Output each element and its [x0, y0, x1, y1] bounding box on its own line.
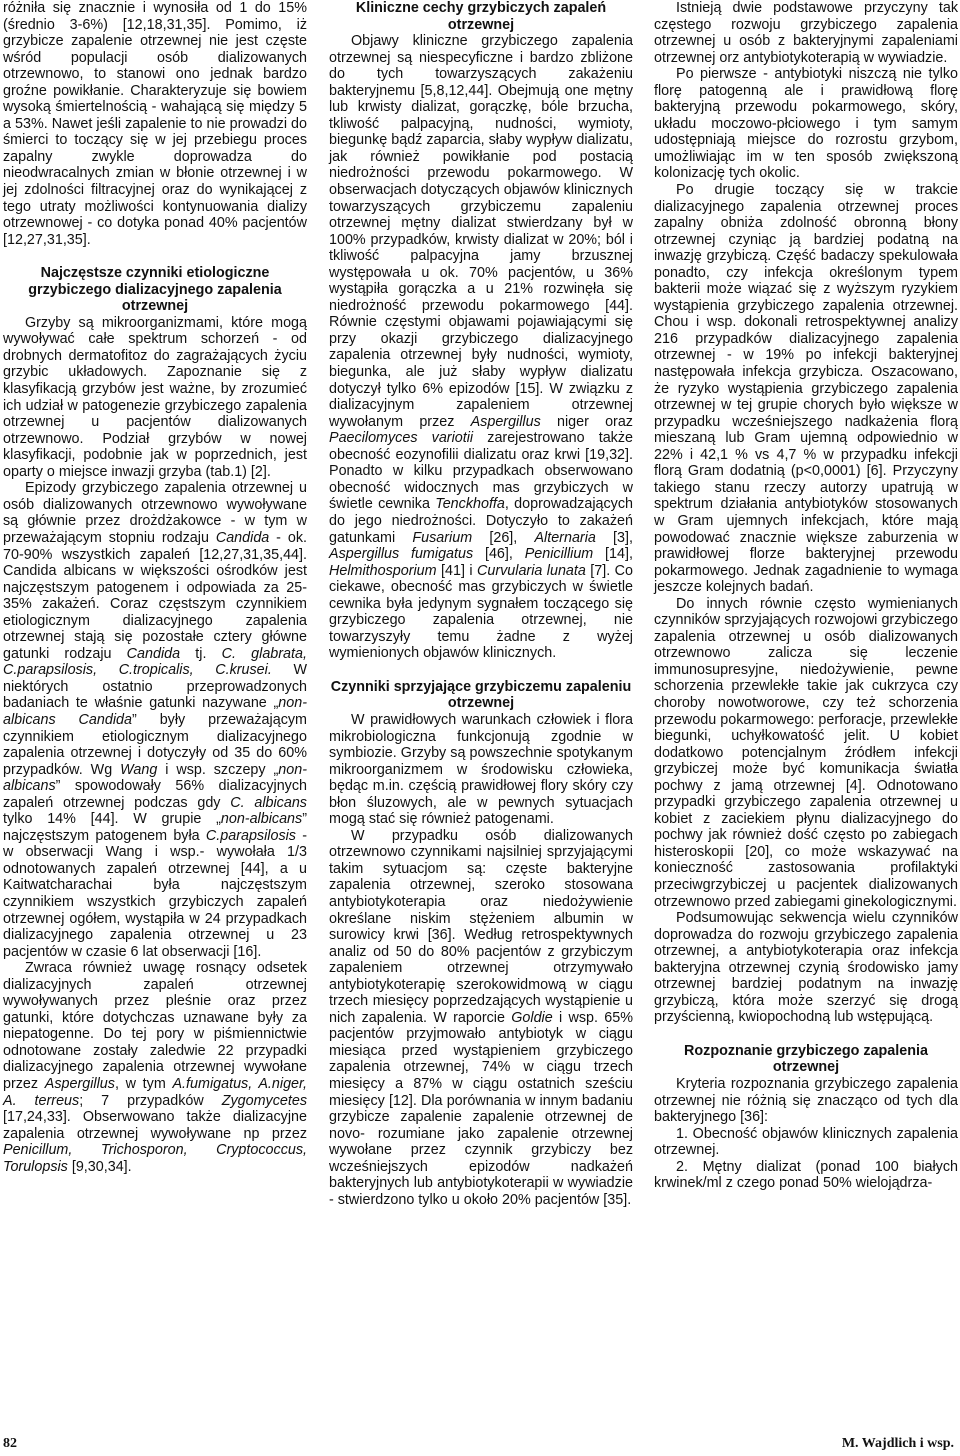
paragraph: różniła się znacznie i wynosiła od 1 do 15% (średnio 3-6%) [12,18,31,35]. Pomimo, iż grzybicze zapalenie otrzewnej nie jest częste wśród populacji osób dializowanych otrzewnowo, to stanowi ono jednak bardzo groźne powikłanie. Charakteryzuje się bowiem wysoką śmiertelnością - wahającą się między 5 a 53%. Nawet jeśli zapalenie to nie prowadzi do śmierci to toczący się w jej przebiegu proces zapalny zwykle doprowadza do nieodwracalnych zmian w błonie otrzewnej i w jej zdolności filtracyjnej oraz do wynikającej z tego utraty możliwości kontynuowania dializy otrzewnowej - co dotyka ponad 40% pacjentów [12,27,31,35]. [3, 0, 307, 248]
paragraph: Po drugie toczący się w trakcie dializacyjnego zapalenia otrzewnej proces zapalny obniża zdolność obronną błony otrzewnej czyniąc ją bardziej podatną na inwazję grzybiczą. Część badaczy spekulowała ponadto, czy infekcja określonym typem bakterii może wiązać się z wyższym ryzykiem wystąpienia grzybiczego zapalenia otrzewnej. Chou i wsp. dokonali retrospektywnej analizy 216 przypadków dializacyjnego zapalenia otrzewnej - w 19% po infekcji bakteryjnej następowała infekcja grzybicza. Oszacowano, że ryzyko wystąpienia grzybiczego zapalenia otrzewnej w tej grupie chorych było większe w przypadku wcześniejszego nadkażenia florą mieszaną lub Gram ujemną odpowiednio w 22% i 42,1 % vs 4,7 % w przypadku infekcji florą Gram dodatnią (p<0,0001) [6]. Przyczyny takiego stanu rzeczy autorzy upatrują w spektrum działania antybiotyków stosowanych w Gram ujemnych infekcjach, które mają powodować znacznie większe zaburzenia w prawidłowej florze bakteryjnej przewodu pokarmowego. Jednak zagadnienie to wymaga jeszcze kolejnych badań. [654, 182, 958, 596]
paragraph: Kryteria rozpoznania grzybiczego zapalenia otrzewnej nie różnią się znacząco od tych dla bakteryjnego [36]: [654, 1076, 958, 1126]
section-heading-etiology: Najczęstsze czynniki etiologiczne grzybiczego dializacyjnego zapalenia otrzewnej [28, 265, 282, 315]
paragraph: Podsumowując sekwencja wielu czynników doprowadza do rozwoju grzybiczego zapalenia otrzewnej, a antybiotykoterapia oraz infekcja bakteryjna otrzewnej czynią środowisko jamy otrzewnej bardziej podatnym na inwazję grzybiczą, która może szerzyć się drogą przyścienną, kwiopochodną lub wstępującą. [654, 910, 958, 1026]
section-heading-risk-factors: Czynniki sprzyjające grzybiczemu zapaleniu otrzewnej [330, 678, 632, 712]
paragraph: W prawidłowych warunkach człowiek i flora mikrobiologiczna funkcjonują zgodnie w symbiozie. Grzyby są powszechnie spotykanym mikroorganizmem w środowisku człowieka, będąc m.in. częścią prawidłowej flory skóry czy błon śluzowych, ale w pewnych sytuacjach mogą stać się również patogenami. [329, 711, 633, 828]
paragraph-antibiotics: W przypadku osób dializowanych otrzewnowo czynnikami najsilniej sprzyjającymi takim sytuacjom są: częste bakteryjne zapalenia otrzewnej, szeroko stosowana antybiotykoterapia oraz niedożywienie określane niskim stężeniem albumin w surowicy krwi [36]. Według retrospektywnych analiz od 50 do 80% pacjentów z grzybiczym zapaleniem otrzewnej otrzymywało antybiotykoterapię szerokowidmową w ciągu trzech miesięcy poprzedzających wystąpienie u nich zapalenia. W raporcie Goldie i wsp. 65% pacjentów przyjmowało antybiotyk w ciągu miesiąca przed wystąpieniem grzybiczego zapalenia otrzewnej, 74% w ciągu trzech miesięcy a 87% w ciągu ostatnich sześciu miesięcy [12]. Dla porównania w innym badaniu grzybicze zapalenie zapalenie otrzewnej de novo- rozumiane jako zapalenie otrzewnej wywołane przez czynnik grzybiczy bez wcześniejszych epizodów nadkażeń bakteryjnych lub antybiotykoterapii w wywiadzie - stwierdzono tylko u około 20% pacjentów [35]. [329, 827, 633, 1208]
column-right [654, 0, 958, 1192]
column-middle [329, 0, 633, 1208]
running-footer-author: M. Wajdlich i wsp. [841, 1436, 954, 1451]
paragraph-clinical: Objawy kliniczne grzybiczego zapalenia otrzewnej są niespecyficzne i bardzo zbliżone do tych towarzyszących zakażeniu bakteryjnemu [5,8,12,44]. Obejmują one mętny lub krwisty dializat, gorączkę, bóle brzucha, tkliwość palpacyjną, nudności, wymioty, biegunkę bądź zaparcia, słaby wypływ dializatu, jak również powikłanie pod postacią niedrożności przewodu pokarmowego. W obserwacjach dotyczących objawów klinicznych towarzyszących grzybiczemu zapaleniu otrzewnej mętny dializat stwierdzany był w 100% przypadków, krwisty dializat w 20%; ból i tkliwość palpacyjna jamy brzusznej występowała u ok. 70% pacjentów, u 36% wystąpiła gorączka a u 21% rozwinęła się niedrożność przewodu pokarmowego [44]. Równie częstymi objawami pojawiającymi się przy okazji grzybiczego dializacyjnego zapalenia otrzewnej były nudności, wymioty, biegunka, ale już słaby wypływ dializatu dotyczył tylko 6% epizodów [15]. W związku z dializacyjnym zapaleniem otrzewnej wywołanym przez Aspergillus niger oraz Paecilomyces variotii zarejestrowano także obecność eozynofilii dializatu oraz krwi [19,32]. Ponadto w kilku przypadkach obserwowano obecność widocznych mas grzybiczych w świetle cewnika Tenckhoffa, doprowadzających do jego niedrożności. Dotyczyło to zakażeń gatunkami Fusarium [26], Alternaria [3], Aspergillus fumigatus [46], Penicillium [14], Helmithosporium [41] i Curvularia lunata [7]. Co ciekawe, obecność mas grzybiczych w świetle cewnika była jedynym sygnałem toczącego się grzybiczego zapalenia otrzewnej, nie towarzyszyły temu żadne z wyżej wymienionych objawów klinicznych. [329, 33, 633, 662]
paragraph-molds: Zwraca również uwagę rosnący odsetek dializacyjnych zapaleń otrzewnej wywoływanych przez pleśnie oraz przez gatunki, które dotychczas uznawane były za niepatogenne. Do tej pory w piśmiennictwie odnotowane zostały zaledwie 22 przypadki dializacyjnego zapalenia otrzewnej wywołane przez Aspergillus, w tym A.fumigatus, A.niger, A. terreus; 7 przypadków Zygomycetes [17,24,33]. Obserwowano także dializacyjne zapalenia otrzewnej wywoływane np przez Penicillum, Trichosporon, Cryptococcus, Torulopsis [9,30,34]. [3, 960, 308, 1175]
section-heading-clinical: Kliniczne cechy grzybiczych zapaleń otrzewnej [355, 0, 607, 33]
list-item: 1. Obecność objawów klinicznych zapalenia otrzewnej. [654, 1125, 958, 1159]
paragraph: Po pierwsze - antybiotyki niszczą nie tylko florę patogenną ale i prawidłową florę bakteryjną przewodu pokarmowego, skóry, układu moczowo-płciowego i tym samym udostępniają miejsce do rozrostu grzybom, umożliwiając im w ten sposób zwiększoną kolonizację tych okolic. [654, 66, 958, 182]
paragraph: Do innych równie często wymienianych czynników sprzyjających rozwojowi grzybiczego zapalenia otrzewnej u osób dializowanych otrzewnowo zalicza się leczenie immunosupresyjne, niedożywienie, pewne schorzenia przewlekłe takie jak cukrzyca czy choroby nowotworowe, czy też schorzenia przewodu pokarmowego: perforacje, przewlekłe biegunki, uchyłkowatość jelit. U kobiet dodatkowo potencjalnym źródłem infekcji grzybiczej może być komunikacja światła pochwy z jamą otrzewnej [4]. Odnotowano przypadki grzybiczego zapalenia otrzewnej u kobiet z zaciekiem płynu dializacyjnego do pochwy jak również dość często po zabiegach histeroskopii [20], co może wskazywać na konieczność zastosowania profilaktyki przeciwgrzybiczej u pacjentek dializowanych otrzewnowo przed zabiegami ginekologicznymi. [654, 595, 958, 910]
paragraph: Grzyby są mikroorganizmami, które mogą wywoływać całe spektrum schorzeń - od drobnych dermatofitoz do zagrażających życiu grzybic układowych. Zapoznanie się z klasyfikacją grzybów jest ważne, by zrozumieć ich udział w patogenezie grzybiczego zapalenia otrzewnej u pacjentów dializowanych otrzewnowo. Podział grzybów w nowej klasyfikacji, podobnie jak w poprzednich, jest oparty o miejsce inwazji grzyba (tab.1) [2]. [3, 314, 307, 480]
paragraph: Istnieją dwie podstawowe przyczyny tak częstego rozwoju grzybiczego zapalenia otrzewnej u osób z bakteryjnymi zapaleniami otrzewnej orz antybiotykoterapią w wywiadzie. [654, 0, 958, 66]
section-heading-diagnosis: Rozpoznanie grzybiczego zapalenia otrzewnej [684, 1042, 928, 1076]
list-item: 2. Mętny dializat (ponad 100 białych krwinek/ml z czego ponad 50% wielojądrza- [654, 1158, 958, 1192]
column-left [3, 0, 307, 1175]
page-number: 82 [3, 1436, 17, 1451]
paragraph-candida: Epizody grzybiczego zapalenia otrzewnej u osób dializowanych otrzewnowo wywoływane są głównie przez drożdżakowce - w tym w przeważającym stopniu rodzaju Candida - ok. 70-90% wszystkich zapaleń [12,27,31,35,44]. Candida albicans w większości ośrodków jest najczęstszym patogenem i odpowiada za 25-35% zakażeń. Coraz częstszym czynnikiem etiologicznym dializacyjnego zapalenia otrzewnej stają się pozostałe cztery główne gatunki rodzaju Candida tj. C. glabrata, C.parapsilosis, C.tropicalis, C.krusei. W niektórych ostatnio przeprowadzonych badaniach te właśnie gatunki nazywane „non-albicans Candida” były przeważającym czynnikiem etiologicznym dializacyjnego zapalenia otrzewnej i dotyczyły od 35 do 60% przypadków. Wg Wang i wsp. szczepy „non-albicans” spowodowały 56% dializacyjnych zapaleń otrzewnej podczas gdy C. albicans tylko 14% [44]. W grupie „non-albicans” najczęstszym patogenem była C.parapsilosis - w obserwacji Wang i wsp.- wywołała 1/3 odnotowanych zapaleń otrzewnej [44], a u Kaitwatcharachai była najczęstszym czynnikiem wszystkich grzybiczych zapaleń otrzewnej ogółem, wystąpiła w 24 przypadkach dializacyjnego zapalenia otrzewnej u 23 pacjentów w czasie 6 lat obserwacji [16]. [3, 480, 307, 960]
